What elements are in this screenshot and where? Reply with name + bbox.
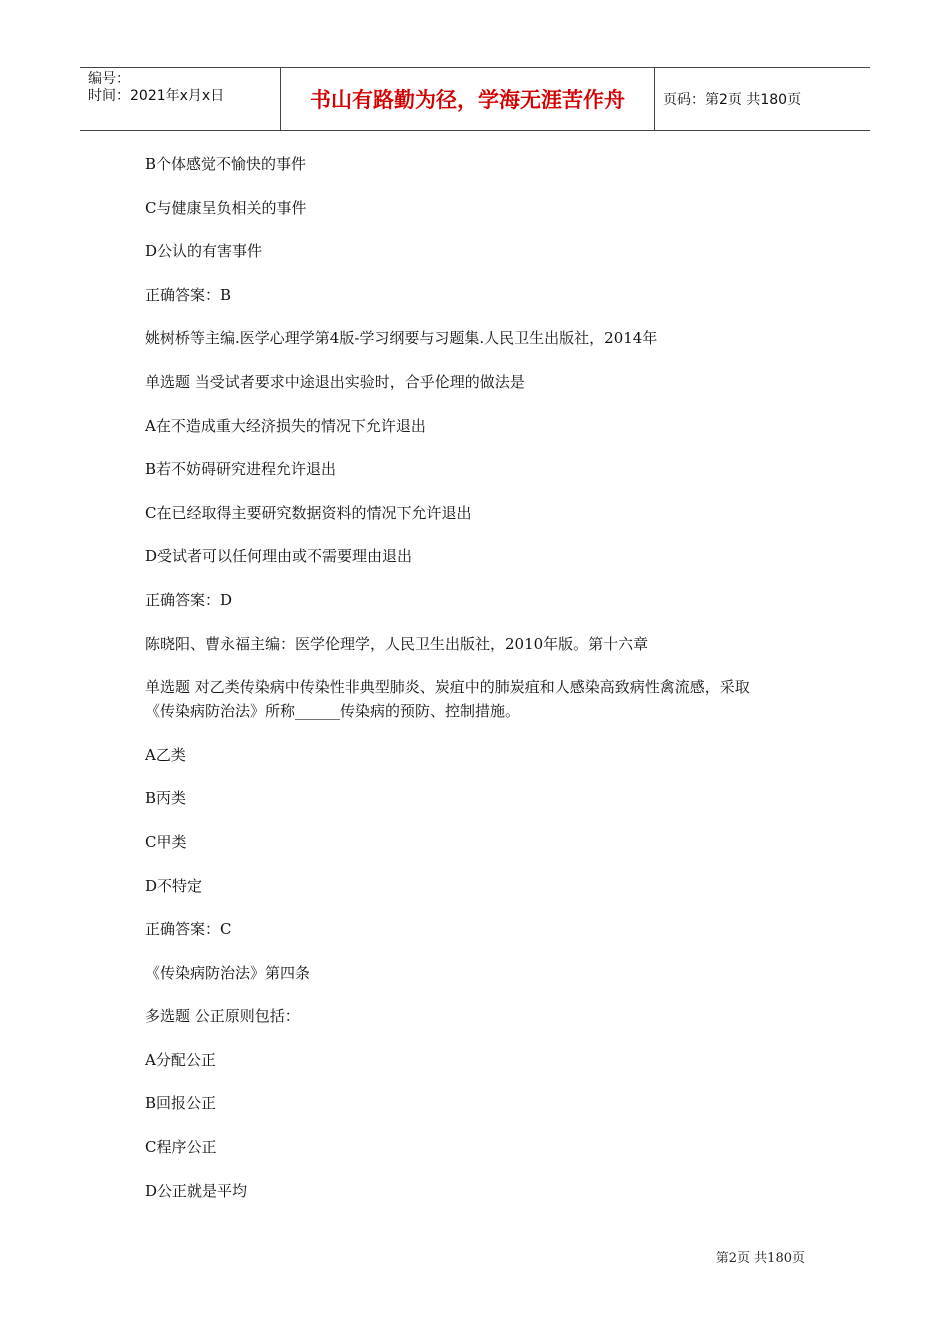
option-line: A乙类 [145, 745, 186, 764]
question-line: 多选题 公正原则包括： [145, 1007, 300, 1026]
header-meta [80, 68, 281, 130]
page-header [80, 67, 870, 131]
option-line: D公正就是平均 [145, 1181, 248, 1200]
option-line: C甲类 [145, 832, 187, 851]
option-line: D不特定 [145, 876, 203, 895]
option-line: C与健康呈负相关的事件 [145, 198, 307, 217]
option-line: C在已经取得主要研究数据资料的情况下允许退出 [145, 503, 472, 522]
reference-line: 《传染病防治法》第四条 [145, 963, 311, 982]
option-line: B回报公正 [145, 1094, 217, 1113]
option-line: D公认的有害事件 [145, 242, 263, 261]
answer-line: 正确答案：C [145, 920, 232, 939]
reference-line: 陈晓阳、曹永福主编：医学伦理学，人民卫生出版社，2010年版。第十六章 [145, 634, 649, 653]
question-line: 单选题 对乙类传染病中传染性非典型肺炎、炭疽中的肺炭疽和人感染高致病性禽流感，采取 [145, 678, 750, 697]
option-line: B丙类 [145, 789, 187, 808]
header-page-info: 页码：第2页 共180页 [663, 92, 802, 108]
question-line-continued: 《传染病防治法》所称______传染病的预防、控制措施。 [145, 702, 521, 721]
question-line: 单选题 当受试者要求中途退出实验时，合乎伦理的做法是 [145, 372, 525, 391]
option-line: B若不妨碍研究进程允许退出 [145, 460, 337, 479]
option-line: B个体感觉不愉快的事件 [145, 155, 307, 173]
answer-line: 正确答案：B [145, 285, 232, 304]
document-body [145, 152, 825, 1203]
option-line: A分配公正 [145, 1050, 216, 1069]
time-label: 时间：2021年x月x日 [88, 88, 225, 104]
answer-line: 正确答案：D [145, 590, 233, 609]
header-motto: 书山有路勤为径，学海无涯苦作舟 [281, 68, 655, 130]
option-line: D受试者可以任何理由或不需要理由退出 [145, 547, 413, 566]
option-line: A在不造成重大经济损失的情况下允许退出 [145, 416, 426, 435]
reference-line: 姚树桥等主编.医学心理学第4版-学习纲要与习题集.人民卫生出版社，2014年 [145, 329, 658, 348]
doc-number-label: 编号： [88, 71, 130, 87]
page-footer: 第2页 共180页 [715, 1251, 805, 1266]
option-line: C程序公正 [145, 1138, 217, 1157]
